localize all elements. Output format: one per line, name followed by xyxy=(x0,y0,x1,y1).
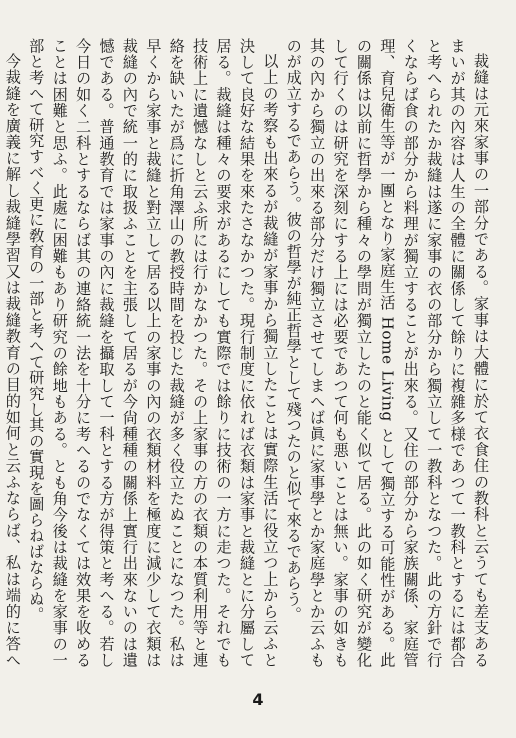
paragraph-1: 裁縫は元來家事の一部分である。家事は大體に於て衣食住の教科と云うても差支あるまいが其の內容は人生の全體に關係して餘りに複雜多様であつて一教科とするには都合と考へられたか裁縫は遂に家事の衣の部分から獨立して一教科となつた。此の方針で行くならば食の部分から料理が獨立することが出來る。又住の部分から家族關係、家庭管理、育兒衛生等が一團となり家庭生活 Home Living として獨立する可能性がある。此の關係は以前に哲學から種々の學問が獨立したのと能く似て居る。此の如く研究が變化して行くのは研究を深刻にする上には必要であつて何も悪いことは無い。家事の如きも其の內から獨立の出來る部分だけ獨立させてしまへば眞に家事學とか家庭學とか云ふものが成立するであらう。彼の哲學が純正哲學として殘つたのと似て來るであらう。 xyxy=(284,38,490,668)
paragraph-3: 今裁縫を廣義に解し裁縫學習又は裁縫教育の目的如何と云ふならば、私は端的に答へ xyxy=(3,53,22,668)
body-text xyxy=(3,38,492,668)
paragraph-2: 以上の考察も出來るが裁縫が家事から獨立したことは實際生活に役立つ上から云ふと決して良好な結果を來たさなかつた。現行制度に依れば衣類は家事と裁縫とに分屬して居る。裁縫は種々の要求があるにしても實際では餘りに技術の一方に走つた。それでも技術上に遺憾なしと云ふ所には行かなかつた。その上家事の方の衣類の本質利用等と連絡を缺いたが爲に折角澤山の教授時間を投じた裁縫が多く役立たぬことになつた。私は早くから家事と裁縫と對立して居る以上の家事の內の衣類材料を極度に減少して衣類は裁縫の內で統一的に取扱ふことを主張して居るが今尙種種の關係上實行出來ないのは遺憾である。普通教育では家事の內に裁縫を攝取して一科とする方が得策と考へる。若し今日の如く二科とするならば其の連絡統一法を十分に考へるのでなくては效果を收めることは困難と思ふ。此處に困難もあり研究の餘地もある。とも角今後は裁縫を家事の一部と考へて研究すべく更に敎育の一部と考へて研究し其の實現を圖らねばならぬ。 xyxy=(27,38,280,668)
page-number: 4 xyxy=(252,690,264,709)
